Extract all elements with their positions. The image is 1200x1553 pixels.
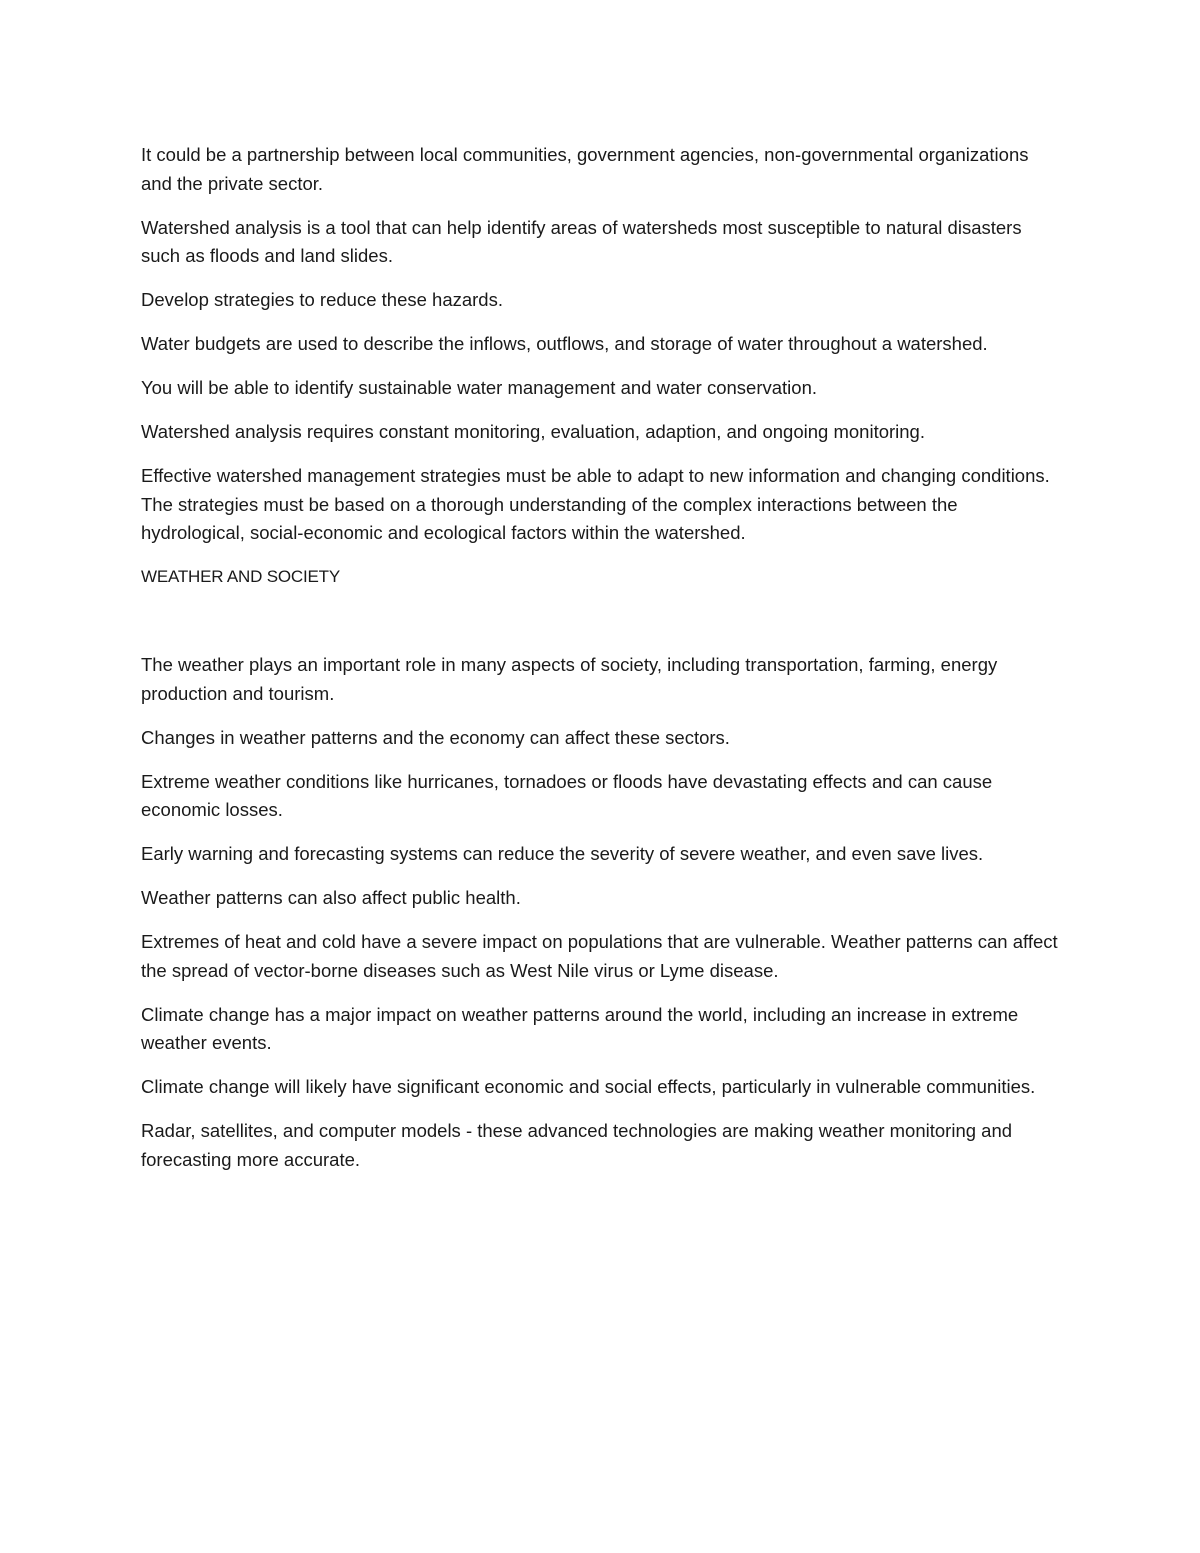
paragraph-heat-cold: Extremes of heat and cold have a severe impact on populations that are vulnerable. Weather patterns can affect the spread of vector-borne diseases such as West Nile virus or Lyme disease. [141,931,1058,981]
paragraph-public-health: Weather patterns can also affect public health. [141,887,521,908]
paragraph-technologies: Radar, satellites, and computer models - these advanced technologies are making weather monitoring and forecasting more accurate. [141,1120,1013,1170]
blank-line [141,607,1061,651]
paragraph-extreme-weather: Extreme weather conditions like hurricanes, tornadoes or floods have devastating effects and can cause economic losses. [141,770,993,820]
paragraph-effective-strategies: Effective watershed management strategies must be able to adapt to new information and changing conditions. The strategies must be based on a thorough understanding of the complex interactions between the hydrological, social-economic and ecological factors within the watershed. [141,465,1050,543]
paragraph-partnership: It could be a partnership between local communities, government agencies, non-governmental organizations and the private sector. [141,144,1029,194]
paragraph-watershed-analysis-tool: Watershed analysis is a tool that can help identify areas of watersheds most susceptible to natural disasters such as floods and land slides. [141,216,1022,266]
paragraph-weather-economy: Changes in weather patterns and the economy can affect these sectors. [141,726,730,748]
paragraph-constant-monitoring: Watershed analysis requires constant monitoring, evaluation, adaption, and ongoing monitoring. [141,421,925,442]
document-body [141,141,1061,1190]
section-heading: WEATHER AND SOCIETY [141,567,340,586]
paragraph-early-warning: Early warning and forecasting systems can reduce the severity of severe weather, and even save lives. [141,843,984,864]
paragraph-climate-change-impact: Climate change has a major impact on weather patterns around the world, including an increase in extreme weather events. [141,1003,1019,1053]
paragraph-climate-change-effects: Climate change will likely have significant economic and social effects, particularly in vulnerable communities. [141,1076,1036,1097]
paragraph-sustainable-management: You will be able to identify sustainable water management and water conservation. [141,377,817,398]
paragraph-weather-role: The weather plays an important role in many aspects of society, including transportation, farming, energy production and tourism. [141,654,998,704]
paragraph-water-budgets: Water budgets are used to describe the inflows, outflows, and storage of water throughout a watershed. [141,333,988,354]
paragraph-develop-strategies: Develop strategies to reduce these hazards. [141,289,503,310]
